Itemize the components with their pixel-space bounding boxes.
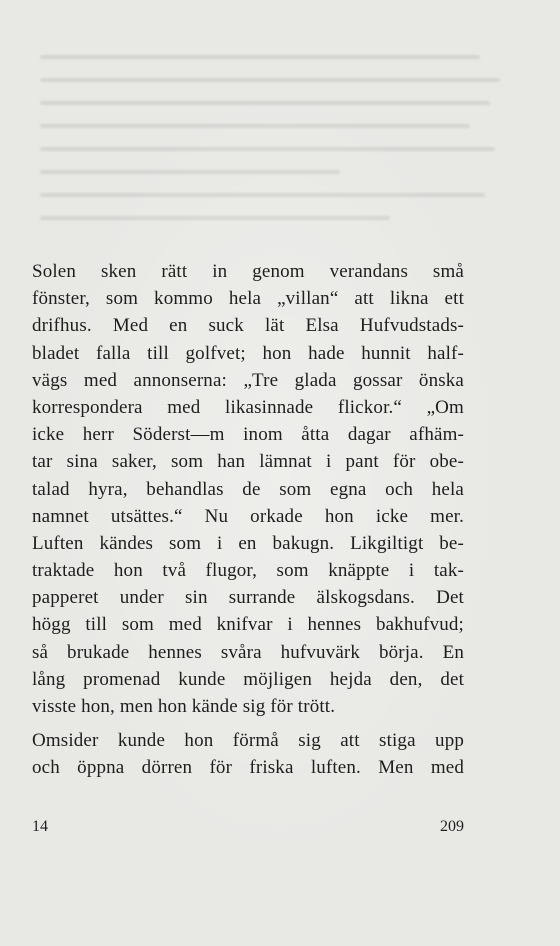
text-line: drifhus. Med en suck lät Elsa Hufvudstads-: [32, 315, 464, 337]
text-line: talad hyra, behandlas de som egna och hela: [32, 478, 464, 500]
text-line: högg till som med knifvar i hennes bakhufvud;: [32, 614, 464, 636]
text-line: lång promenad kunde möjligen hejda den, det: [32, 668, 464, 690]
text-line: Omsider kunde hon förmå sig att stiga upp: [32, 730, 464, 752]
page-number: 209: [440, 818, 464, 835]
text-line: Solen sken rätt in genom verandans små: [32, 261, 464, 282]
text-line: korrespondera med likasinnade flickor.“ „Om: [32, 396, 464, 418]
text-line: papperet under sin surrande älskogsdans. Det: [32, 587, 464, 609]
text-line: icke herr Söderst—m inom åtta dagar afhäm-: [32, 424, 464, 446]
paragraph: [32, 258, 464, 720]
text-line: fönster, som kommo hela „villan“ att likna ett: [32, 288, 464, 310]
text-line: visste hon, men hon kände sig för trött.: [32, 696, 336, 717]
body-text: [32, 258, 464, 782]
text-line: så brukade hennes svåra hufvuvärk börja. En: [32, 641, 464, 663]
text-line: vägs med annonserna: „Tre glada gossar önska: [32, 369, 464, 391]
text-line: Luften kändes som i en bakugn. Likgiltigt be-: [32, 532, 464, 554]
text-line: och öppna dörren för friska luften. Men med: [32, 757, 464, 779]
paragraph: [32, 727, 464, 781]
text-line: bladet falla till golfvet; hon hade hunnit half-: [32, 342, 464, 364]
text-line: traktade hon två flugor, som knäppte i tak-: [32, 560, 464, 582]
text-line: namnet utsättes.“ Nu orkade hon icke mer.: [32, 505, 464, 527]
text-line: tar sina saker, som han lämnat i pant för obe-: [32, 451, 464, 473]
signature-mark: 14: [32, 818, 48, 835]
